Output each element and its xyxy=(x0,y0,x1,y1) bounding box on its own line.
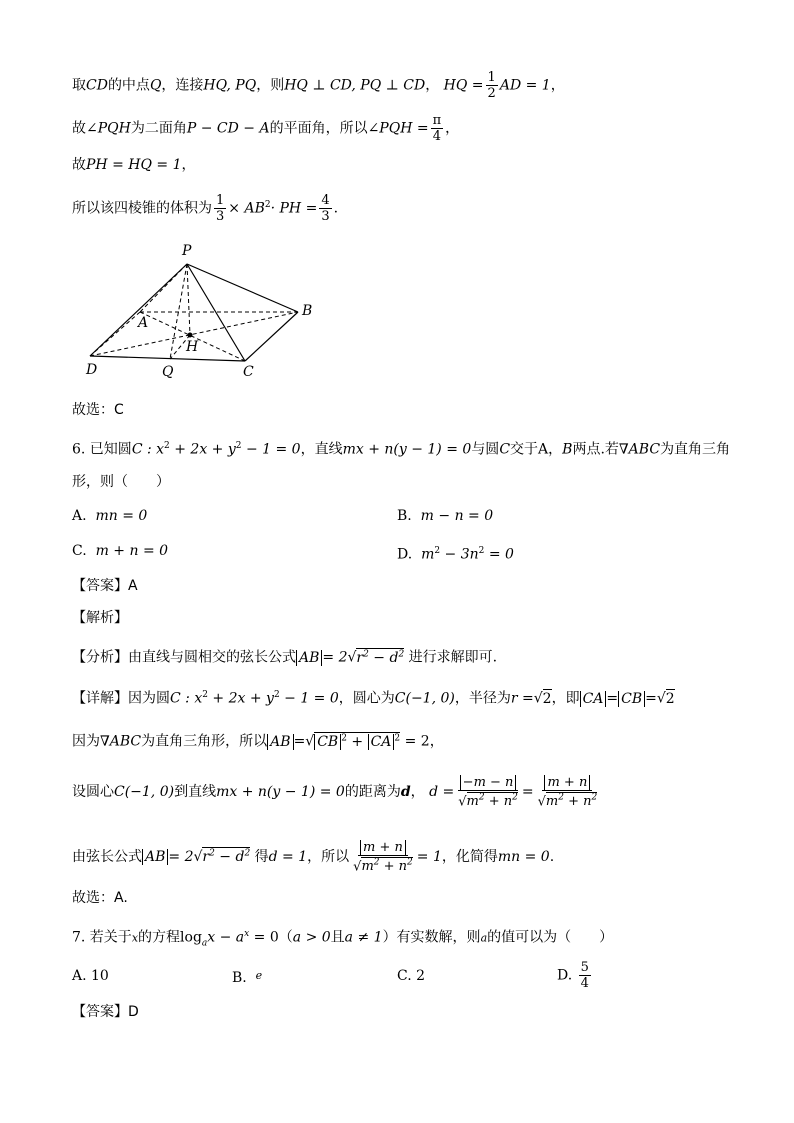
option-value: mn = 0 xyxy=(95,508,148,524)
math: − d xyxy=(368,649,399,666)
subscript: a xyxy=(201,938,208,949)
fraction xyxy=(536,775,600,809)
text: 由弦长公式 xyxy=(72,849,142,866)
numerator xyxy=(358,840,408,856)
solution-line-1 xyxy=(72,70,565,101)
q6-end: 故选：A. xyxy=(72,890,128,906)
fraction xyxy=(351,840,415,874)
math: CB xyxy=(618,691,645,707)
label-Q: Q xyxy=(162,364,174,380)
option-value: m + n = 0 xyxy=(95,543,169,559)
text: 交于 xyxy=(510,441,539,458)
denominator: 3 xyxy=(321,209,330,224)
fraction xyxy=(431,113,444,144)
text: ，即 xyxy=(551,690,580,707)
text: . xyxy=(333,200,339,217)
label-C: C xyxy=(243,364,254,380)
text: （ xyxy=(278,929,293,946)
math: C : x xyxy=(170,690,203,707)
math: x xyxy=(131,931,139,945)
solution-line-4 xyxy=(72,193,338,224)
answer-tag: 【答案】 xyxy=(72,1004,128,1020)
height-PH xyxy=(187,264,190,335)
math: mn = 0 xyxy=(497,849,550,866)
math: C xyxy=(499,441,511,458)
math: d xyxy=(400,784,411,801)
denominator: 4 xyxy=(580,976,589,991)
text: 故 xyxy=(72,120,86,137)
math: a ≠ 1 xyxy=(344,929,383,946)
math: CA xyxy=(368,734,395,750)
text: 为二面角 xyxy=(130,120,187,137)
text: 的距离为 xyxy=(344,784,401,801)
text: 的平面角，所以 xyxy=(269,120,368,137)
option-letter: C. xyxy=(72,543,87,559)
denominator: 3 xyxy=(216,209,225,224)
pyramid-figure xyxy=(80,238,330,383)
q6-xiangjie-3 xyxy=(72,775,601,809)
text: 故 xyxy=(72,157,86,173)
text: 所以该四棱锥的体积为 xyxy=(72,200,212,217)
option-letter: D. xyxy=(557,967,573,984)
fraction xyxy=(486,70,498,101)
answer-value: A xyxy=(128,578,138,594)
math: AD = 1 xyxy=(499,77,551,94)
math: A xyxy=(538,441,549,458)
math: r = xyxy=(510,690,534,707)
option-value: = 0 xyxy=(484,546,514,563)
text: 的值可以为（ ） xyxy=(487,929,614,946)
math: x − a xyxy=(207,929,245,946)
math: + n xyxy=(379,859,408,875)
math: = 0 xyxy=(249,929,279,946)
text: ，直线 xyxy=(300,441,343,458)
solution-line-3 xyxy=(72,155,195,175)
q6-xiangjie-4: 由弦长公式 AB = $2√r^2 - d^2$ 得d = 1，所以 $\frac{m + n}{√m^2 + n^2}$ = 1，化简得mn = 0. xyxy=(72,840,555,875)
superscript: x xyxy=(244,929,250,939)
option-letter: B. xyxy=(397,508,412,524)
text: . xyxy=(549,849,555,866)
text: 的中点 xyxy=(107,77,150,94)
q6-option-b[interactable] xyxy=(397,506,493,526)
math: = xyxy=(293,733,306,750)
text: 取 xyxy=(72,77,86,94)
section-tag: 【分析】 xyxy=(72,649,128,666)
answer-value: D xyxy=(128,1004,139,1020)
math: a > 0 xyxy=(292,929,331,946)
text: ，连接 xyxy=(161,77,204,94)
numerator xyxy=(458,775,519,791)
label-A: A xyxy=(138,315,149,331)
math: d = 1 xyxy=(268,849,308,866)
q6-xiangjie-2: 因为∇ABC为直角三角形，所以 AB =√ CB $^2$ + CA $^2$ = 2， xyxy=(72,733,444,750)
math: C(−1, 0) xyxy=(394,690,455,707)
text: ，圆心为 xyxy=(338,690,395,707)
numerator: π xyxy=(432,113,442,128)
text: ，化简得 xyxy=(441,849,498,866)
text: ， xyxy=(550,77,565,94)
math: · PH = xyxy=(270,200,318,217)
fraction xyxy=(214,193,226,224)
point-H xyxy=(188,333,193,338)
math: + n xyxy=(484,794,513,810)
math: = xyxy=(645,690,657,707)
math: AB xyxy=(142,849,168,865)
edge-PB xyxy=(187,264,298,312)
text: 因为圆 xyxy=(128,690,170,707)
numerator: 1 xyxy=(487,70,496,85)
math: AB xyxy=(296,650,322,666)
question-6-stem-cont: 形，则（ ） xyxy=(72,474,170,490)
answer-5: 故选：C xyxy=(72,402,124,418)
math: P − CD − A xyxy=(186,120,270,137)
text: 7. 若关于 xyxy=(72,929,132,946)
math: ∇ABC xyxy=(100,733,142,750)
text: 设圆心 xyxy=(72,784,114,801)
math: + 2x + y xyxy=(169,441,236,458)
edge-PD xyxy=(90,264,187,356)
text: 为直角三角形，所以 xyxy=(141,733,268,750)
fraction xyxy=(319,193,331,224)
option-letter: B. xyxy=(232,970,247,986)
text: ， xyxy=(425,77,440,94)
math: a xyxy=(480,931,488,945)
text: ，所以 xyxy=(307,849,350,866)
math: HQ, PQ xyxy=(203,77,257,94)
math: PH = HQ = 1 xyxy=(86,157,182,173)
denominator: 2 xyxy=(487,86,496,101)
math: − 1 = 0 xyxy=(279,690,339,707)
math: Q xyxy=(149,77,162,94)
math: = xyxy=(521,784,534,801)
q6-option-d[interactable]: D. $m^2 - 3n^2 = 0$ xyxy=(397,546,514,563)
edge-AD xyxy=(90,312,140,356)
numerator: 4 xyxy=(321,193,330,208)
edge-DC xyxy=(90,356,245,361)
math: − 1 = 0 xyxy=(241,441,301,458)
option-value: m − n = 0 xyxy=(420,508,494,524)
question-6-stem: 6. 已知圆C : $x^2 + 2x + y^2 - 1 = 0$，直线mx + n(y − 1) = 0与圆C交于A，B两点.若∇ABC为直角三角 xyxy=(72,441,731,458)
denominator: $√m^2 + n^2$ xyxy=(353,858,413,875)
denominator: 4 xyxy=(432,129,442,144)
section-tag: 【详解】 xyxy=(72,690,128,707)
sqrt: $r^2 - d^2$ xyxy=(356,649,405,666)
text: 6. 已知圆 xyxy=(72,441,132,458)
q7-option-c[interactable]: C. 2 xyxy=(397,968,426,984)
fraction xyxy=(579,960,591,991)
q6-analysis-tag: 【解析】 xyxy=(72,610,128,626)
math: m xyxy=(545,794,559,810)
text: ， xyxy=(181,157,196,173)
math: B xyxy=(562,441,573,458)
text: 且 xyxy=(330,929,345,946)
math: C(−1, 0) xyxy=(114,784,175,801)
math: × AB xyxy=(228,200,265,217)
math: r xyxy=(356,649,364,666)
label-D: D xyxy=(86,362,98,378)
math: log xyxy=(180,929,202,946)
math: ∇ABC xyxy=(618,441,661,458)
math: mx + n(y − 1) = 0 xyxy=(342,441,472,458)
answer-tag: 【答案】 xyxy=(72,578,128,594)
math: C : x xyxy=(131,441,165,458)
q6-xiangjie-1: 【详解】因为圆C : $x^2 + 2x + y^2 - 1 = 0$，圆心为C(−1, 0)，半径为r =√2，即 CA = CB =√2 xyxy=(72,690,675,707)
text: ， xyxy=(548,441,563,458)
math: − d xyxy=(214,849,245,866)
math: CD xyxy=(86,77,108,94)
text: 由直线与圆相交的弦长公式 xyxy=(128,649,296,666)
option-letter: A. xyxy=(72,508,87,524)
math: = 1 xyxy=(416,849,442,866)
label-B: B xyxy=(302,303,313,319)
numerator xyxy=(542,775,592,791)
math: m + n xyxy=(544,775,590,790)
option-value: m xyxy=(421,546,435,563)
q6-option-c[interactable] xyxy=(72,541,168,561)
sqrt: 2 xyxy=(542,690,552,707)
text: 两点.若 xyxy=(572,441,619,458)
sqrt: 2 xyxy=(665,690,675,707)
math: HQ ⊥ CD, PQ ⊥ CD xyxy=(284,77,426,94)
label-H: H xyxy=(186,339,199,355)
edge-BC xyxy=(245,312,298,361)
denominator: $√m^2 + n^2$ xyxy=(537,793,598,810)
text: ，则 xyxy=(256,77,285,94)
numerator: 5 xyxy=(580,960,589,975)
math: + xyxy=(346,733,368,750)
q6-fenxi: 【分析】由直线与圆相交的弦长公式 AB = $2√r^2 - d^2$ 进行求解即可. xyxy=(72,649,498,666)
option-value: e xyxy=(255,969,263,982)
text: 的方程 xyxy=(138,929,181,946)
q7-option-d[interactable] xyxy=(557,960,593,991)
math: + 2x + y xyxy=(207,690,274,707)
sqrt: CB $^2$ + CA $^2$ xyxy=(314,732,400,750)
math: = 2 xyxy=(404,733,430,750)
math: HQ = xyxy=(443,77,484,94)
math: = 2 xyxy=(168,849,194,866)
math: m + n xyxy=(360,840,406,855)
math: = xyxy=(606,690,619,707)
q6-option-a[interactable] xyxy=(72,506,147,526)
text: ， xyxy=(429,733,444,750)
math: r xyxy=(202,849,210,866)
math: + n xyxy=(563,794,592,810)
q7-option-b[interactable] xyxy=(232,966,262,988)
text: 到直线 xyxy=(174,784,217,801)
numerator: 1 xyxy=(216,193,225,208)
superscript: 2 xyxy=(264,199,271,210)
text: 为直角三角 xyxy=(660,441,731,458)
text: 进行求解即可. xyxy=(408,649,498,666)
edge-PA xyxy=(140,264,187,312)
math: mx + n(y − 1) = 0 xyxy=(216,784,345,801)
option-letter: D. xyxy=(397,546,413,563)
math: CB xyxy=(314,734,341,750)
text: ，半径为 xyxy=(454,690,511,707)
q6-answer xyxy=(72,576,138,596)
math: CA xyxy=(580,691,607,707)
text: ， xyxy=(445,120,460,137)
math: d = xyxy=(429,784,455,801)
text: 因为 xyxy=(72,733,100,750)
math: m xyxy=(361,859,374,875)
math: AB xyxy=(267,734,293,750)
text: 得 xyxy=(254,849,269,866)
sqrt: $r^2 - d^2$ xyxy=(202,848,251,866)
text: ， xyxy=(410,784,425,801)
q7-option-a[interactable]: A. 10 xyxy=(72,968,109,984)
denominator: $√m^2 + n^2$ xyxy=(458,793,518,810)
option-value: − 3n xyxy=(440,546,479,563)
question-7-stem xyxy=(72,924,613,953)
solution-line-2 xyxy=(72,113,459,144)
math: −m − n xyxy=(460,775,517,790)
text: ）有实数解，则 xyxy=(382,929,481,946)
text: 与圆 xyxy=(471,441,500,458)
math: ∠PQH xyxy=(86,120,131,137)
math: = 2 xyxy=(322,649,348,666)
math: ∠PQH = xyxy=(367,120,429,137)
math: m xyxy=(466,794,479,810)
fraction xyxy=(456,775,520,809)
label-P: P xyxy=(182,243,192,259)
q7-answer xyxy=(72,1002,139,1022)
